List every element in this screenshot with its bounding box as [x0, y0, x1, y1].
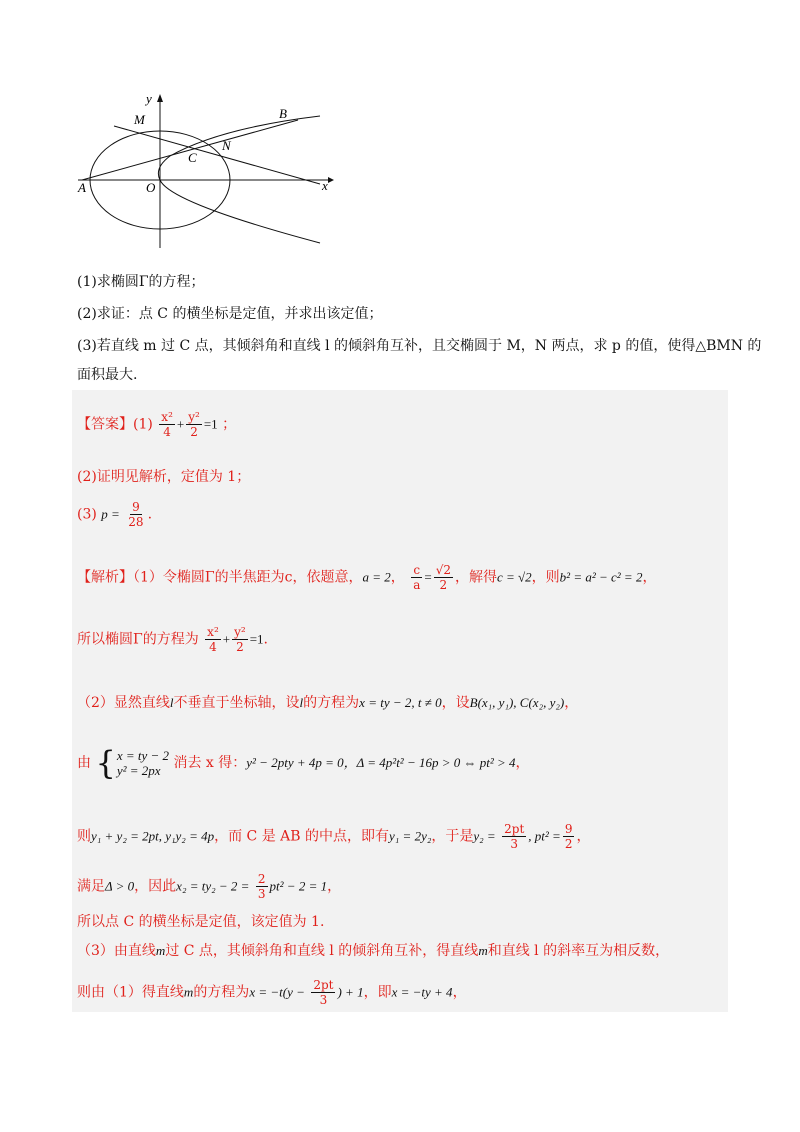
geometry-figure	[70, 88, 350, 258]
math-expr: ) + 1	[337, 984, 364, 1000]
fraction	[126, 500, 145, 529]
analysis-line-7: 所以点 C 的横坐标是定值，该定值为 1.	[77, 914, 325, 930]
denominator: 4	[209, 640, 217, 654]
denominator: 3	[319, 993, 328, 1007]
math-expr: =	[424, 569, 432, 585]
fraction	[205, 625, 221, 654]
text: 的方程为	[303, 695, 360, 711]
numerator: 9	[132, 500, 140, 514]
text: 则由（1）得直线	[77, 984, 184, 1001]
question-3-cont: 面积最大.	[77, 367, 138, 383]
equation-system: { x = ty − 2 y² = 2px	[95, 744, 170, 782]
math-expr: m	[155, 943, 166, 958]
numerator: 2pt	[313, 978, 334, 992]
fraction	[311, 978, 335, 1007]
denominator: a	[413, 578, 421, 592]
math-expr: x = ty − 2, t ≠ 0	[359, 695, 442, 710]
math-expr: Δ > 0	[105, 878, 135, 894]
text: ，	[564, 695, 579, 711]
text: 由	[77, 755, 91, 771]
analysis-line-3	[77, 693, 578, 713]
analysis-line-8	[77, 941, 669, 961]
numerator: 9	[564, 822, 573, 836]
question-2: (2)求证：点 C 的横坐标是定值，并求出该定值；	[77, 306, 383, 322]
math-expr: m	[183, 984, 194, 1000]
fraction	[186, 410, 202, 439]
math-expr: y² − 2pty + 4p = 0，Δ = 4p²t² − 16p > 0 ⇔ pt² > 4	[246, 755, 516, 770]
question-1: (1)求椭圆Γ的方程；	[77, 274, 205, 290]
math-expr: p =	[101, 506, 120, 522]
denominator: 28	[128, 515, 144, 529]
denominator: 4	[163, 425, 171, 439]
math-expr: c = √2	[496, 569, 532, 585]
text: ，即	[363, 984, 392, 1001]
analysis-line-5	[77, 822, 590, 851]
analysis-line-1	[77, 563, 656, 592]
answer-line-2: (2)证明见解析，定值为 1；	[77, 469, 251, 485]
label-x: x	[322, 178, 328, 193]
fraction	[256, 872, 268, 901]
label-b: B	[279, 106, 287, 121]
fraction	[159, 410, 175, 439]
answer-line-1: 【答案】(1) $\frac{\text{x²}}{4}$ + $\frac{\text{y²}}{2}$ =1 ；	[77, 410, 237, 439]
text: ，	[452, 984, 467, 1001]
numerator: √2	[435, 563, 451, 577]
punct: .	[147, 506, 153, 523]
denominator: 2	[439, 578, 448, 592]
math-expr: pt² − 2 = 1	[269, 878, 328, 894]
math-expr: b² = a² − c² = 2	[559, 569, 643, 585]
math-expr: x = ty − 2	[116, 748, 170, 763]
label-m: M	[134, 112, 145, 127]
numerator: c	[413, 563, 421, 577]
analysis-line-6	[77, 872, 341, 901]
numerator: 2pt	[504, 822, 525, 836]
answer-1-prefix: (1)	[133, 416, 153, 433]
text: ，因此	[134, 878, 177, 895]
math-expr: =1	[203, 416, 218, 432]
answer-3-prefix: (3)	[77, 506, 97, 523]
math-expr: x = −t(y −	[249, 984, 305, 1000]
fraction	[411, 563, 422, 592]
math-expr: x = −ty + 4	[391, 984, 453, 1000]
denominator: 2	[564, 837, 573, 851]
text: 满足	[77, 878, 105, 895]
answer-label: 【答案】	[77, 416, 133, 433]
label-c: C	[188, 150, 197, 165]
math-expr: , pt² =	[528, 828, 561, 844]
text: ，则	[531, 569, 560, 586]
math-expr: y₂ =	[473, 828, 496, 844]
punct: ；	[222, 416, 237, 433]
numerator: y²	[188, 410, 200, 424]
math-expr: B(x₁, y₁), C(x₂, y₂)	[469, 695, 565, 710]
analysis-line-4	[77, 744, 530, 782]
math-expr: y² = 2px	[116, 763, 161, 778]
text: .	[263, 631, 268, 648]
fraction	[563, 822, 575, 851]
label-o: O	[146, 180, 156, 195]
numerator: x²	[161, 410, 173, 424]
text: ，设	[441, 695, 470, 711]
math-expr: m	[478, 943, 488, 958]
text: ，解得	[454, 569, 497, 586]
text: 所以椭圆Γ的方程为	[77, 631, 199, 648]
numerator: y²	[234, 625, 246, 639]
math-expr: x₂ = ty₂ − 2 =	[176, 878, 250, 894]
y-axis-arrow	[157, 94, 163, 102]
denominator: 3	[257, 887, 266, 901]
text: 的方程为	[193, 984, 250, 1001]
text: （2）显然直线	[77, 695, 170, 711]
fraction	[434, 563, 453, 592]
fraction	[232, 625, 248, 654]
math-expr: y₁ + y₂ = 2pt, y₁y₂ = 4p	[91, 828, 215, 844]
denominator: 3	[510, 837, 519, 851]
math-expr: l	[299, 695, 304, 710]
text: 消去 x 得：	[173, 755, 247, 771]
math-expr: =1	[249, 631, 264, 647]
line-mn	[114, 126, 320, 184]
text: ，	[327, 878, 342, 895]
fraction	[502, 822, 526, 851]
label-a: A	[78, 180, 86, 195]
analysis-line-2: 所以椭圆Γ的方程为 $\frac{\text{x²}}{4}$ + $\frac{\text{y²}}{2}$ =1.	[77, 625, 268, 654]
question-3: (3)若直线 m 过 C 点，其倾斜角和直线 l 的倾斜角互补，且交椭圆于 M，N 两点，求 p 的值，使得△BMN 的	[77, 338, 762, 354]
denominator: 2	[190, 425, 198, 439]
text: 则	[77, 828, 91, 845]
text: ，于是	[431, 828, 474, 845]
answer-line-3	[77, 500, 152, 529]
label-n: N	[222, 138, 231, 153]
numerator: x²	[207, 625, 219, 639]
math-expr: y₁ = 2y₂	[389, 828, 432, 844]
x-axis-arrow	[328, 177, 334, 183]
math-expr: l	[169, 695, 174, 710]
math-expr: a = 2	[362, 569, 391, 585]
label-y: y	[146, 91, 152, 106]
text: 不垂直于坐标轴，设	[173, 695, 300, 711]
text: （3）由直线	[77, 943, 156, 959]
text: ，	[576, 828, 591, 845]
text: 过 C 点，其倾斜角和直线 l 的倾斜角互补，得直线	[165, 943, 479, 959]
text: ，而 C 是 AB 的中点，即有	[214, 828, 390, 845]
text: （1）令椭圆Γ的半焦距为c，依题意，	[133, 569, 363, 586]
text: ，	[390, 569, 405, 586]
text: ，	[642, 569, 657, 586]
denominator: 2	[236, 640, 244, 654]
analysis-label: 【解析】	[77, 569, 133, 586]
analysis-line-9	[77, 978, 467, 1007]
text: 和直线 l 的斜率互为相反数，	[487, 943, 670, 959]
numerator: 2	[257, 872, 266, 886]
text: ，	[515, 755, 530, 771]
